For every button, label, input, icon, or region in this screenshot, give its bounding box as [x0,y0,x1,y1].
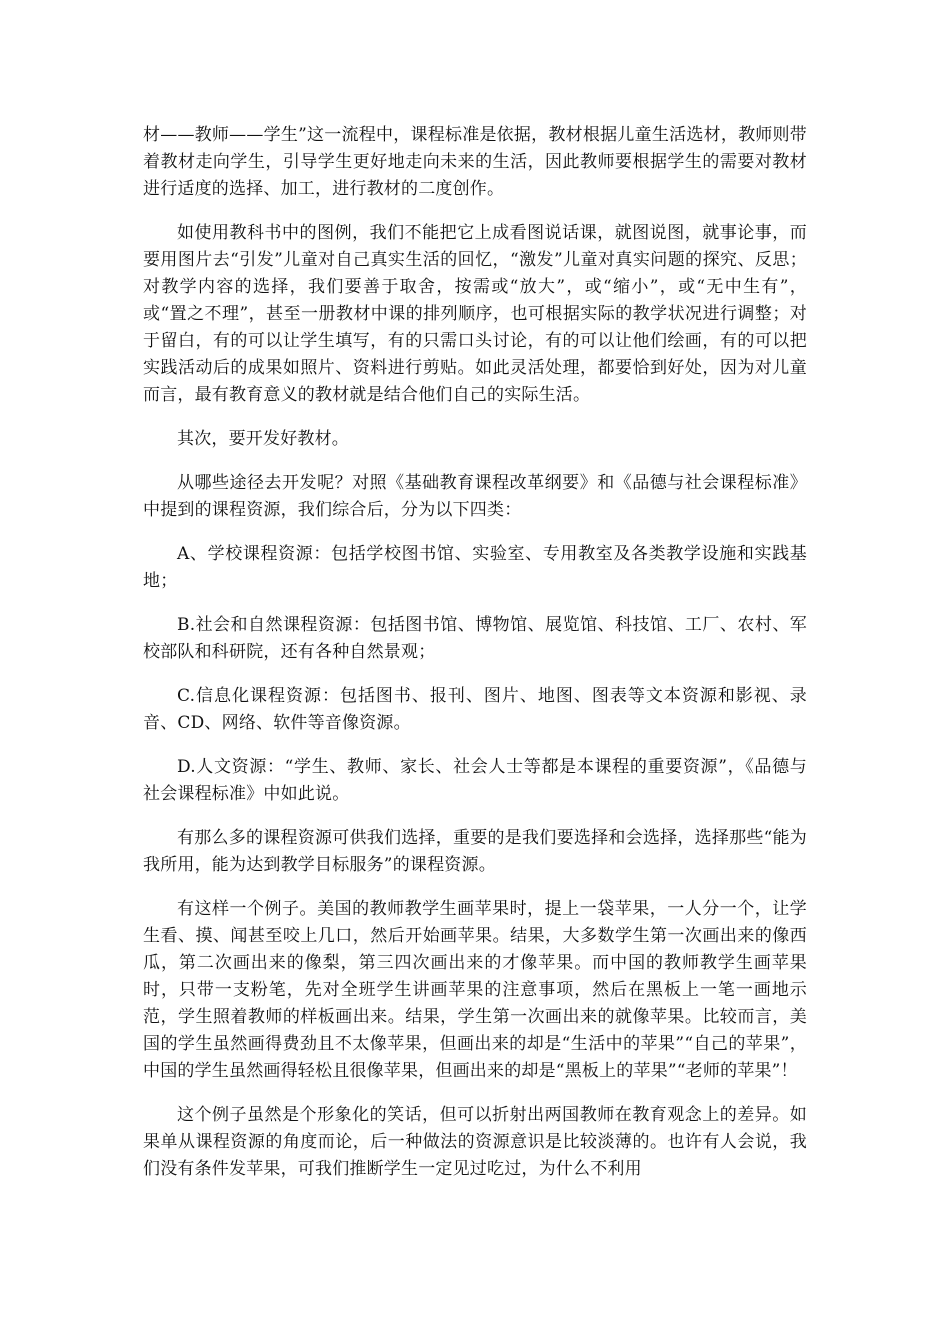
paragraph-resource-c-information: C.信息化课程资源：包括图书、报刊、图片、地图、图表等文本资源和影视、录音、CD、网络、软件等音像资源。 [143,686,807,733]
paragraph-resource-categories-intro: 从哪些途径去开发呢？对照《基础教育课程改革纲要》和《品德与社会课程标准》中提到的课程资源，我们综合后，分为以下四类： [143,473,807,520]
paragraph-resource-a-school: A、学校课程资源：包括学校图书馆、实验室、专用教室及各类教学设施和实践基地； [143,544,807,591]
paragraph-textbook-illustrations: 如使用教科书中的图例，我们不能把它上成看图说话课，就图说图，就事论事，而要用图片去“引发”儿童对自己真实生活的回忆，“激发”儿童对真实问题的探究、反思；对教学内容的选择，我们要善于取舍，按需或“放大”，或“缩小”，或“无中生有”，或“置之不理”，甚至一册教材中课的排列顺序，也可根据实际的教学状况进行调整；对于留白，有的可以让学生填写，有的只需口头讨论，有的可以让他们绘画，有的可以把实践活动后的成果如照片、资料进行剪贴。如此灵活处理，都要恰到好处，因为对儿童而言，最有教育意义的教材就是结合他们自己的实际生活。 [143,223,807,405]
paragraph-apple-reflection: 这个例子虽然是个形象化的笑话，但可以折射出两国教师在教育观念上的差异。如果单从课程资源的角度而论，后一种做法的资源意识是比较淡薄的。也许有人会说，我们没有条件发苹果，可我们推断学生一定见过吃过，为什么不利用 [143,1105,807,1179]
paragraph-develop-materials: 其次，要开发好教材。 [177,429,349,449]
paragraph-resource-b-social-natural: B.社会和自然课程资源：包括图书馆、博物馆、展览馆、科技馆、工厂、农村、军校部队和科研院，还有各种自然景观； [143,615,807,662]
paragraph-continued-flow: 材——教师——学生”这一流程中，课程标准是依据，教材根据儿童生活选材，教师则带着教材走向学生，引导学生更好地走向未来的生活，因此教师要根据学生的需要对教材进行适度的选择、加工，进行教材的二度创作。 [143,125,807,199]
document-body [143,122,807,1200]
paragraph-apple-example: 有这样一个例子。美国的教师教学生画苹果时，提上一袋苹果，一人分一个，让学生看、摸、闻甚至咬上几口，然后开始画苹果。结果，大多数学生第一次画出来的像西瓜，第二次画出来的像梨，第三四次画出来的才像苹果。而中国的教师教学生画苹果时，只带一支粉笔，先对全班学生讲画苹果的注意事项，然后在黑板上一笔一画地示范，学生照着教师的样板画出来。结果，学生第一次画出来的就像苹果。比较而言，美国的学生虽然画得费劲且不太像苹果，但画出来的却是“生活中的苹果”“自己的苹果”，中国的学生虽然画得轻松且很像苹果，但画出来的却是“黑板上的苹果”“老师的苹果”！ [143,899,807,1081]
paragraph-choose-resources: 有那么多的课程资源可供我们选择，重要的是我们要选择和会选择，选择那些“能为我所用，能为达到教学目标服务”的课程资源。 [143,828,807,875]
paragraph-resource-d-humanities: D.人文资源：“学生、教师、家长、社会人士等都是本课程的重要资源”，《品德与社会课程标准》中如此说。 [143,757,807,804]
